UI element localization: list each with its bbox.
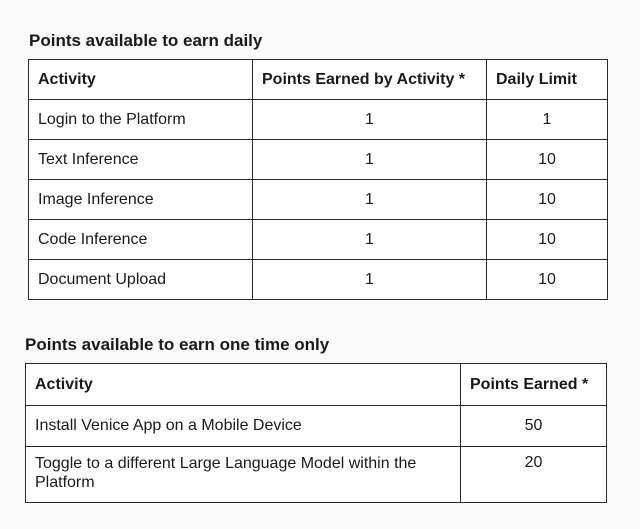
activity-cell: Image Inference (29, 180, 253, 220)
activity-cell: Text Inference (29, 140, 253, 180)
limit-cell: 1 (487, 100, 608, 140)
limit-cell: 10 (487, 180, 608, 220)
table-header-row (29, 60, 608, 100)
column-header-activity: Activity (26, 364, 461, 406)
table-row (29, 100, 608, 140)
column-header-daily-limit: Daily Limit (487, 60, 608, 100)
points-cell: 1 (253, 140, 487, 180)
daily-section-title: Points available to earn daily (29, 31, 263, 50)
table-row (29, 140, 608, 180)
limit-cell: 10 (487, 140, 608, 180)
column-header-activity: Activity (29, 60, 253, 100)
points-cell: 1 (253, 100, 487, 140)
column-header-points-earned: Points Earned * (461, 364, 607, 406)
points-cell: 1 (253, 260, 487, 300)
one-time-points-table (25, 363, 607, 503)
limit-cell: 10 (487, 220, 608, 260)
limit-cell: 10 (487, 260, 608, 300)
one-time-section-title: Points available to earn one time only (25, 335, 330, 354)
table-header-row (26, 364, 607, 406)
points-cell: 1 (253, 220, 487, 260)
activity-cell: Document Upload (29, 260, 253, 300)
activity-cell: Code Inference (29, 220, 253, 260)
activity-cell: Toggle to a different Large Language Model within the Platform (26, 447, 461, 503)
points-cell: 50 (461, 406, 607, 447)
table-row (29, 180, 608, 220)
activity-cell: Install Venice App on a Mobile Device (26, 406, 461, 447)
daily-points-table (28, 59, 608, 300)
activity-cell: Login to the Platform (29, 100, 253, 140)
table-row (29, 260, 608, 300)
table-row (26, 406, 607, 447)
table-row (26, 447, 607, 503)
column-header-points-earned: Points Earned by Activity * (253, 60, 487, 100)
points-cell: 1 (253, 180, 487, 220)
points-cell: 20 (461, 447, 607, 503)
table-row (29, 220, 608, 260)
